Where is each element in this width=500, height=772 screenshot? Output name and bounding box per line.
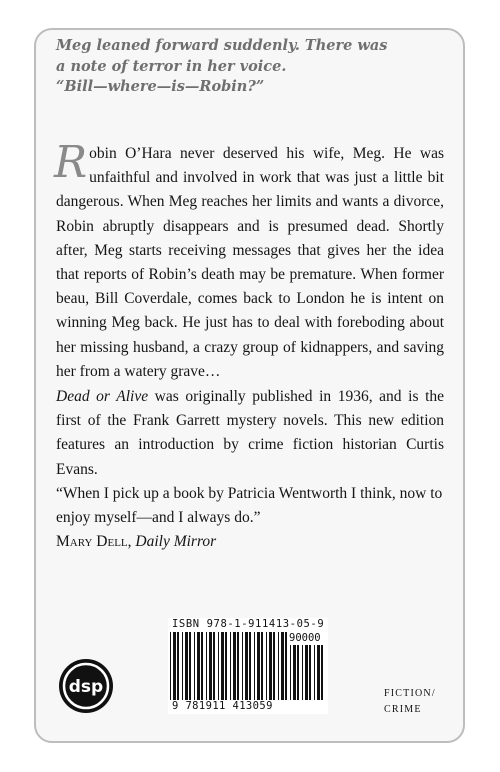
teaser-line-1: Meg leaned forward suddenly. There was: [56, 37, 388, 54]
publication-paragraph: [56, 385, 444, 482]
publisher-logo: [58, 658, 114, 714]
isbn-barcode: [168, 618, 328, 714]
teaser-line-2: a note of terror in her voice.: [56, 57, 287, 75]
synopsis-paragraph: [54, 137, 444, 384]
review-quote: [56, 482, 446, 555]
teaser-quote: [56, 36, 446, 98]
category-line-1: FICTION/: [384, 688, 436, 699]
book-title: Dead or Alive: [56, 388, 149, 405]
barcode-bars: [168, 632, 288, 700]
category-label: [384, 686, 436, 718]
review-author: Mary Dell: [56, 533, 128, 551]
review-source: Daily Mirror: [135, 533, 217, 551]
logo-text: dsp: [68, 677, 104, 697]
price-barcode-bars: [288, 645, 326, 700]
isbn-number: 9 781911 413059: [172, 700, 273, 712]
review-text: “When I pick up a book by Patricia Wentworth I think, now to enjoy myself—and I always do.”: [56, 485, 443, 527]
isbn-label: ISBN 978-1-911413-05-9: [172, 618, 325, 630]
publication-text: was originally published in 1936, and is the first of the Frank Garrett mystery novels. This new edition features an introduction by crime fiction historian Curtis Evans.: [56, 388, 445, 478]
drop-cap: R: [54, 137, 88, 188]
review-attribution: Mary Dell, Daily Mirror: [56, 533, 217, 551]
category-line-2: CRIME: [384, 704, 422, 715]
teaser-line-3: “Bill—where—is—Robin?”: [56, 78, 265, 95]
price-code: 90000: [289, 632, 321, 644]
synopsis-text: obin O’Hara never deserved his wife, Meg. He was unfaithful and involved in work that was just a little bit dangerous. When Meg reaches her limits and wants a divorce, Robin abruptly disappears and is presumed dead. Shortly after, Meg starts receiving messages that gives her the idea that reports of Robin’s death may be premature. When former beau, Bill Coverdale, comes back to London he is intent on winning Meg back. He just has to deal with foreboding about her missing husband, a crazy group of kidnappers, and saving her from a watery grave…: [56, 145, 444, 380]
